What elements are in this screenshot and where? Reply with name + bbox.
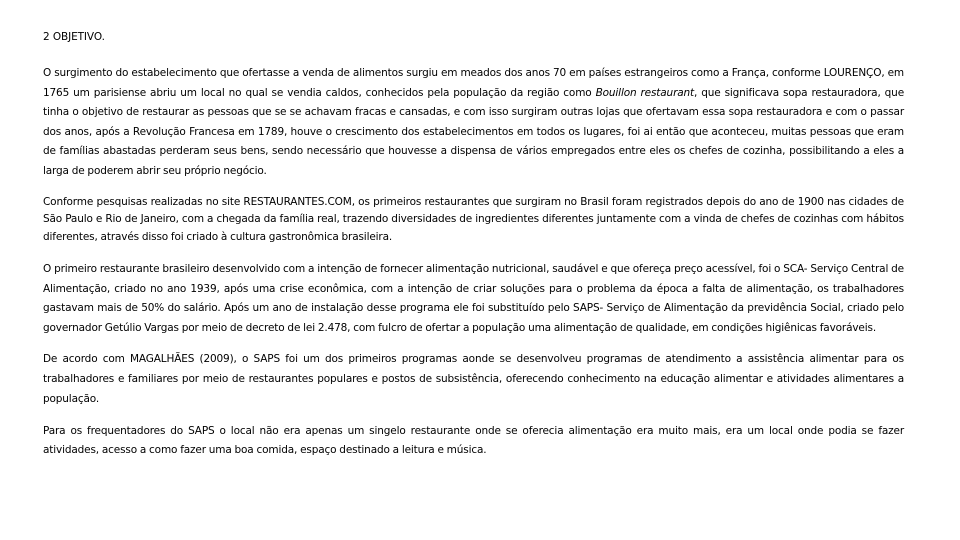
- paragraph-origin-text-2: , que significava sopa restauradora, que tinha o objetivo de restaurar as pessoas que se se achavam fracas e cansadas, e com isso surgiram outras lojas que ofertavam essa sopa restauradora e com o passar dos anos, após a Revolução Francesa em 1789, houve o crescimento dos estabelecimentos em todos os lugares, foi ai então que aconteceu, muitas pessoas que eram de famílias abastadas perderam seus bens, sendo necessário que houvesse a dispensa de vários empregados entre eles os chefes de cozinha, possibilitando a eles a larga de poderem abrir seu próprio negócio.: [43, 86, 905, 177]
- paragraph-brazil-restaurants: Conforme pesquisas realizadas no site RESTAURANTES.COM, os primeiros restaurantes que surgiram no Brasil foram registrados depois do ano de 1900 nas cidades de São Paulo e Rio de Janeiro, com a chegada da família real, trazendo diversidades de ingredientes diferentes juntamente com a vinda de chefes de cozinhas com hábitos diferentes, através disso foi criado à cultura gastronômica brasileira.: [43, 195, 904, 243]
- paragraph-sca-saps: O primeiro restaurante brasileiro desenvolvido com a intenção de fornecer alimentação nutricional, saudável e que ofereça preço acessível, foi o SCA- Serviço Central de Alimentação, criado no ano 1939, após uma crise econômica, com a intenção de criar soluções para o problema da época a falta de alimentação, os trabalhadores gastavam mais de 50% do salário. Após um ano de instalação desse programa ele foi substituído pelo SAPS- Serviço de Alimentação da previdência Social, criado pelo governador Getúlio Vargas por meio de decreto de lei 2.478, com fulcro de ofertar a população uma alimentação de qualidade, em condições higiênicas favoráveis.: [43, 263, 904, 334]
- section-heading: 2 OBJETIVO.: [43, 31, 105, 43]
- paragraph-saps-visitors: Para os frequentadores do SAPS o local não era apenas um singelo restaurante onde se oferecia alimentação era muito mais, era um local onde podia se fazer atividades, acesso a como fazer uma boa comida, espaço destinado a leitura e música.: [43, 424, 904, 457]
- paragraph-origin: [43, 64, 904, 182]
- paragraph-origin-text-1: O surgimento do estabelecimento que ofertasse a venda de alimentos surgiu em meados dos anos 70 em países estrangeiros como a França, conforme LOURENÇO, em 1765 um parisiense abriu um local no qual se vendia caldos, conhecidos pela população da região como: [43, 67, 904, 99]
- document-page: [43, 30, 904, 461]
- paragraph-magalhaes: De acordo com MAGALHÃES (2009), o SAPS foi um dos primeiros programas aonde se desenvolveu programas de atendimento a assistência alimentar para os trabalhadores e familiares por meio de restaurantes populares e postos de subsistência, oferecendo conhecimento na educação alimentar e atividades alimentares a população.: [43, 353, 904, 406]
- paragraph-origin-italic-term: Bouillon restaurant: [595, 86, 694, 99]
